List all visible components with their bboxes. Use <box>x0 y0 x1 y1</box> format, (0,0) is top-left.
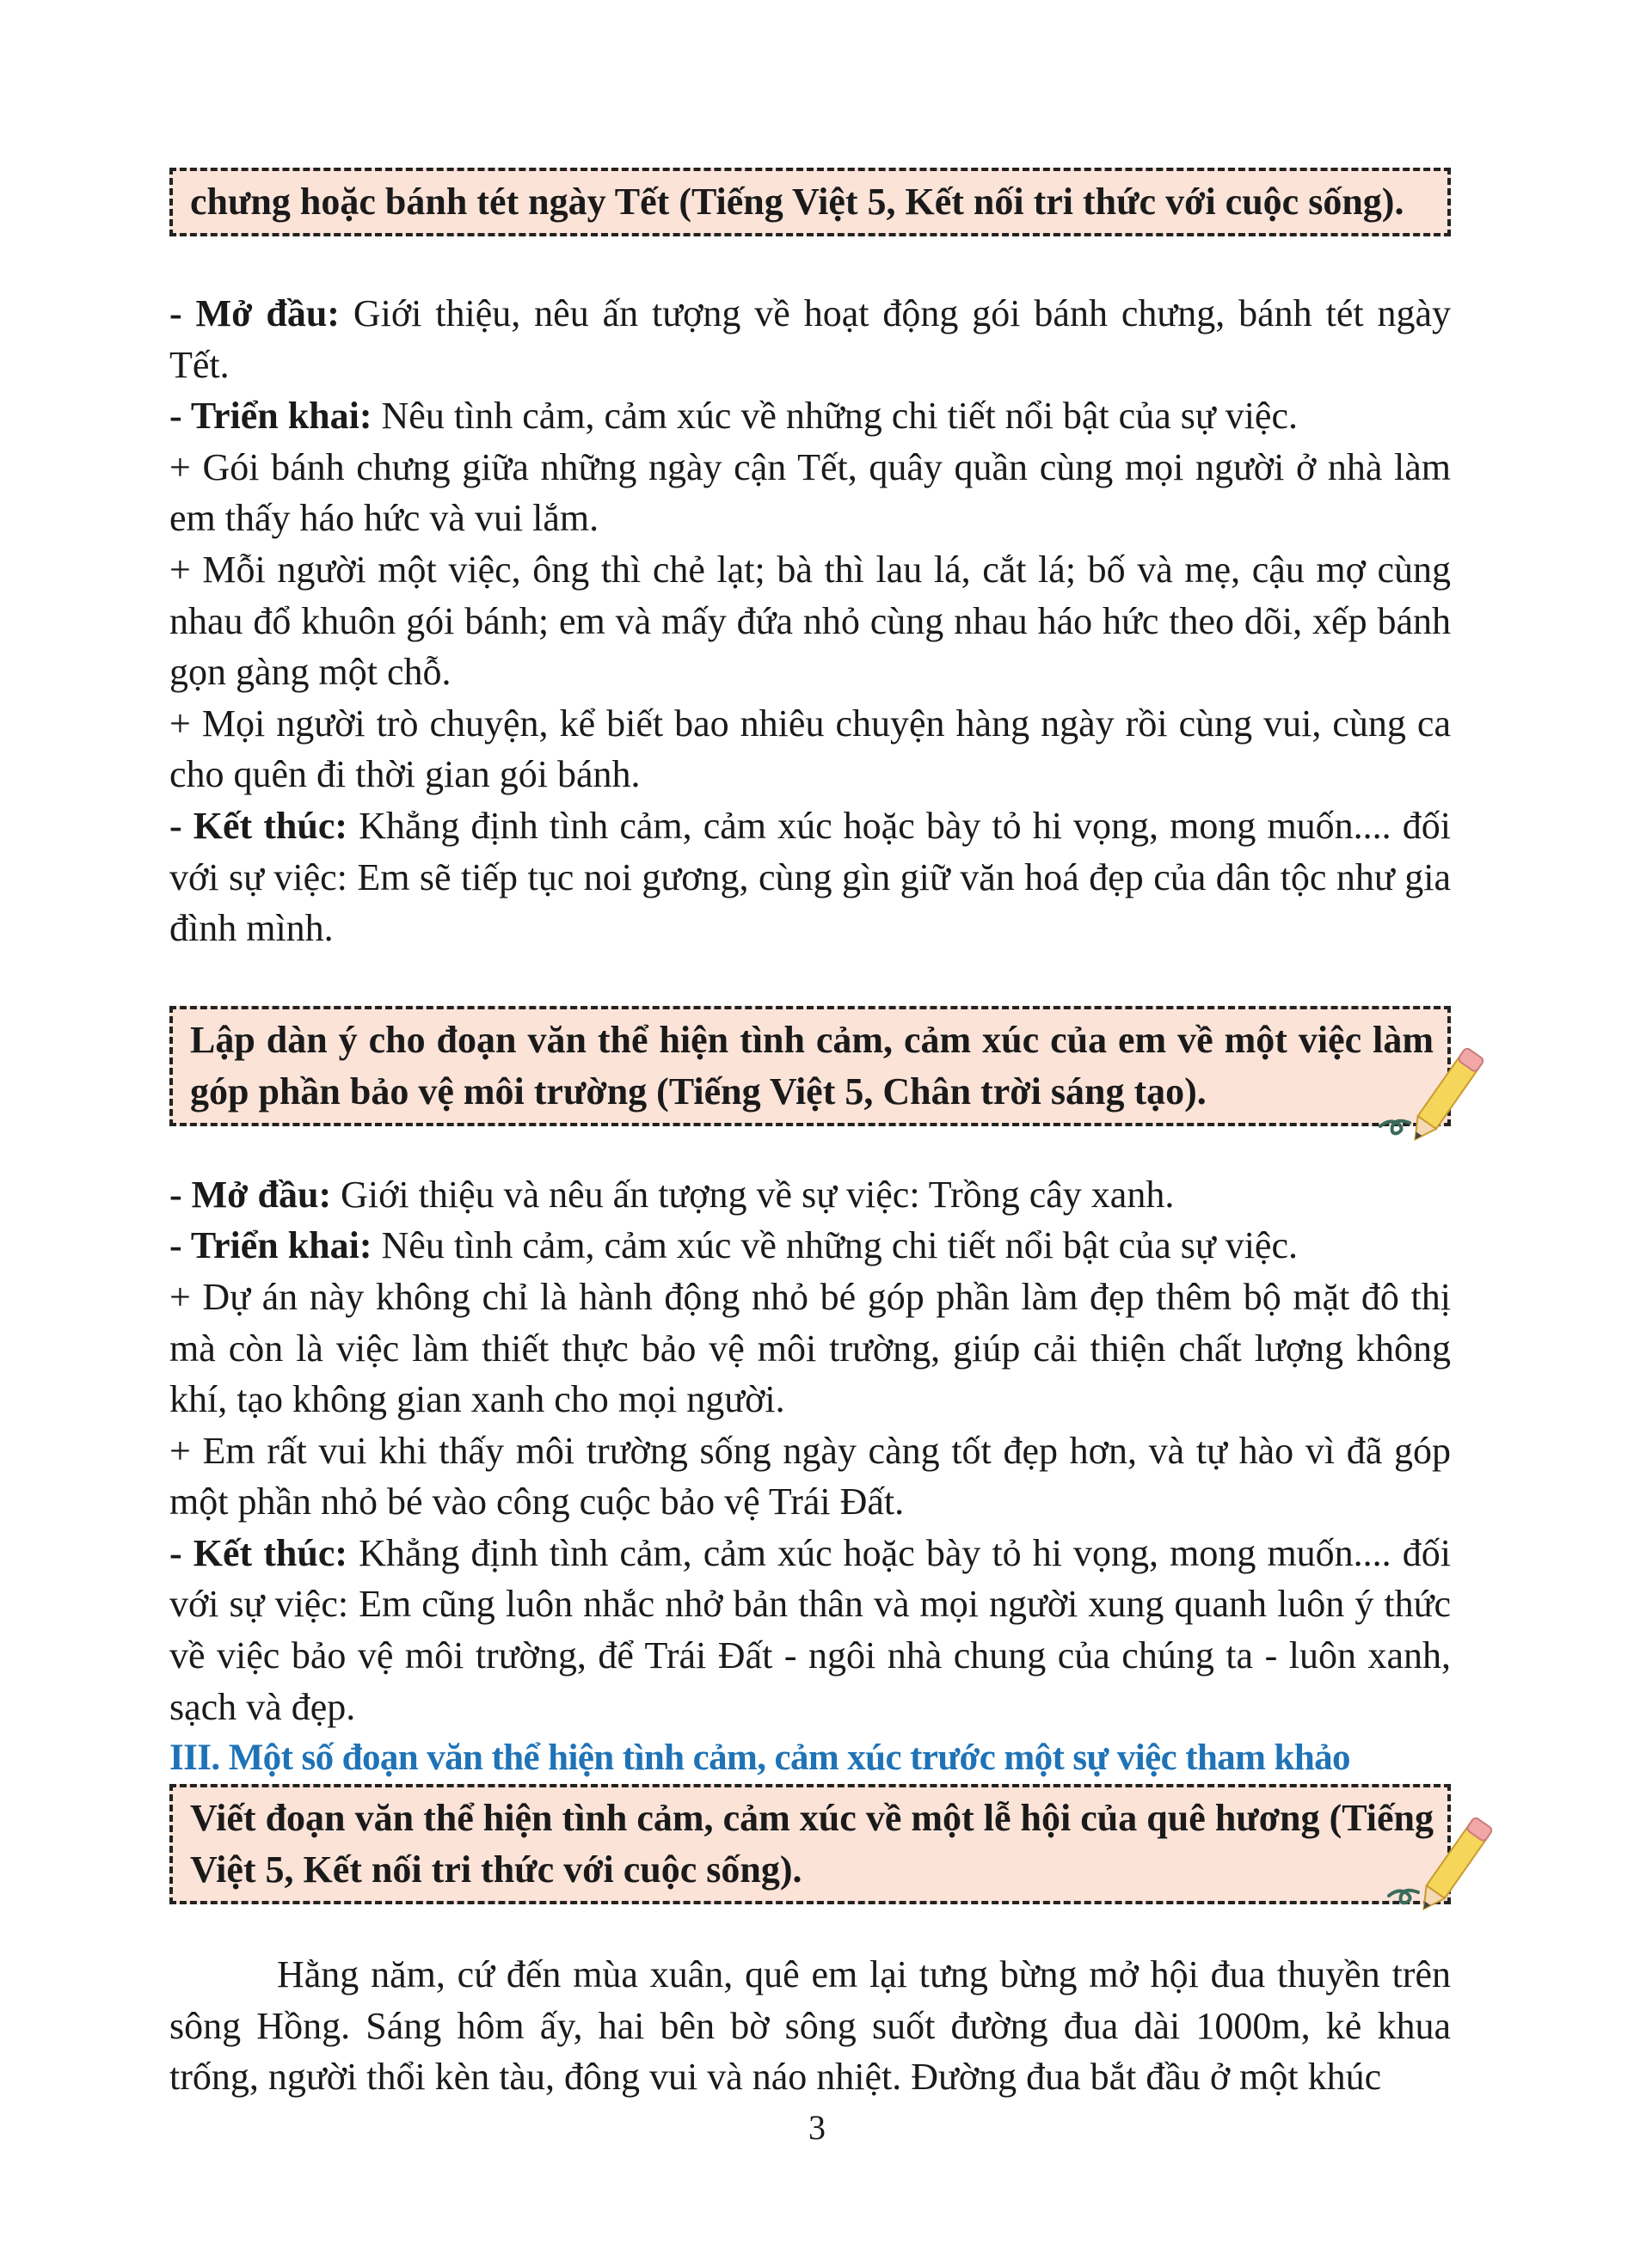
outline-1 <box>169 288 1451 954</box>
outline-2-point-1: + Dự án này không chỉ là hành động nhỏ bé góp phần làm đẹp thêm bộ mặt đô thị mà còn là việc làm thiết thực bảo vệ môi trường, giúp cải thiện chất lượng không khí, tạo không gian xanh cho mọi người. <box>169 1275 1451 1421</box>
outline-1-point-2: + Mỗi người một việc, ông thì chẻ lạt; bà thì lau lá, cắt lá; bố và mẹ, cậu mợ cùng nhau đổ khuôn gói bánh; em và mấy đứa nhỏ cùng nhau háo hức theo dõi, xếp bánh gọn gàng một chỗ. <box>169 548 1451 694</box>
essay-paragraph: Hằng năm, cứ đến mùa xuân, quê em lại tưng bừng mở hội đua thuyền trên sông Hồng. Sáng hôm ấy, hai bên bờ sông suốt đường đua dài 1000m, kẻ khua trống, người thổi kèn tàu, đông vui và náo nhiệt. Đường đua bắt đầu ở một khúc <box>169 1953 1451 2099</box>
outline-2-mo-dau: - Mở đầu: Giới thiệu và nêu ấn tượng về sự việc: Trồng cây xanh. <box>169 1173 1175 1216</box>
task-box-1-text: chưng hoặc bánh tét ngày Tết (Tiếng Việt 5, Kết nối tri thức với cuộc sống). <box>190 181 1404 223</box>
pencil-icon <box>1372 1032 1501 1143</box>
outline-2-ket-thuc: - Kết thúc: Khẳng định tình cảm, cảm xúc hoặc bày tỏ hi vọng, mong muốn.... đối với sự việc: Em cũng luôn nhắc nhở bản thân và mọi người xung quanh luôn ý thức về việc bảo vệ môi trường, để Trái Đất - ngôi nhà chung của chúng ta - luôn xanh, sạch và đẹp. <box>169 1531 1451 1728</box>
outline-1-point-1: + Gói bánh chưng giữa những ngày cận Tết, quây quần cùng mọi người ở nhà làm em thấy háo hức và vui lắm. <box>169 445 1451 540</box>
pencil-icon <box>1380 1801 1509 1913</box>
task-box-3 <box>169 1784 1451 1904</box>
outline-2-trien-khai: - Triển khai: Nêu tình cảm, cảm xúc về những chi tiết nổi bật của sự việc. <box>169 1224 1298 1267</box>
page-number: 3 <box>808 2108 826 2147</box>
task-box-2-text: Lập dàn ý cho đoạn văn thể hiện tình cảm, cảm xúc của em về một việc làm góp phần bảo vệ môi trường (Tiếng Việt 5, Chân trời sáng tạo). <box>190 1018 1434 1113</box>
task-box-3-text: Viết đoạn văn thể hiện tình cảm, cảm xúc về một lễ hội của quê hương (Tiếng Việt 5, Kết nối tri thức với cuộc sống). <box>190 1797 1434 1891</box>
task-box-1 <box>169 168 1451 236</box>
section-3-heading: III. Một số đoạn văn thể hiện tình cảm, cảm xúc trước một sự việc tham khảo <box>169 1738 1350 1779</box>
outline-1-trien-khai: - Triển khai: Nêu tình cảm, cảm xúc về những chi tiết nổi bật của sự việc. <box>169 395 1298 438</box>
outline-2-point-2: + Em rất vui khi thấy môi trường sống ngày càng tốt đẹp hơn, và tự hào vì đã góp một phần nhỏ bé vào công cuộc bảo vệ Trái Đất. <box>169 1429 1451 1523</box>
document-page <box>169 168 1451 2103</box>
outline-2 <box>169 1169 1451 1733</box>
outline-1-mo-dau: - Mở đầu: Giới thiệu, nêu ấn tượng về hoạt động gói bánh chưng, bánh tét ngày Tết. <box>169 292 1452 386</box>
outline-1-point-3: + Mọi người trò chuyện, kể biết bao nhiêu chuyện hàng ngày rồi cùng vui, cùng ca cho quên đi thời gian gói bánh. <box>169 702 1451 796</box>
outline-1-ket-thuc: - Kết thúc: Khẳng định tình cảm, cảm xúc hoặc bày tỏ hi vọng, mong muốn.... đối với sự việc: Em sẽ tiếp tục noi gương, cùng gìn giữ văn hoá đẹp của dân tộc như gia đình mình. <box>169 804 1451 950</box>
task-box-2 <box>169 1006 1451 1126</box>
